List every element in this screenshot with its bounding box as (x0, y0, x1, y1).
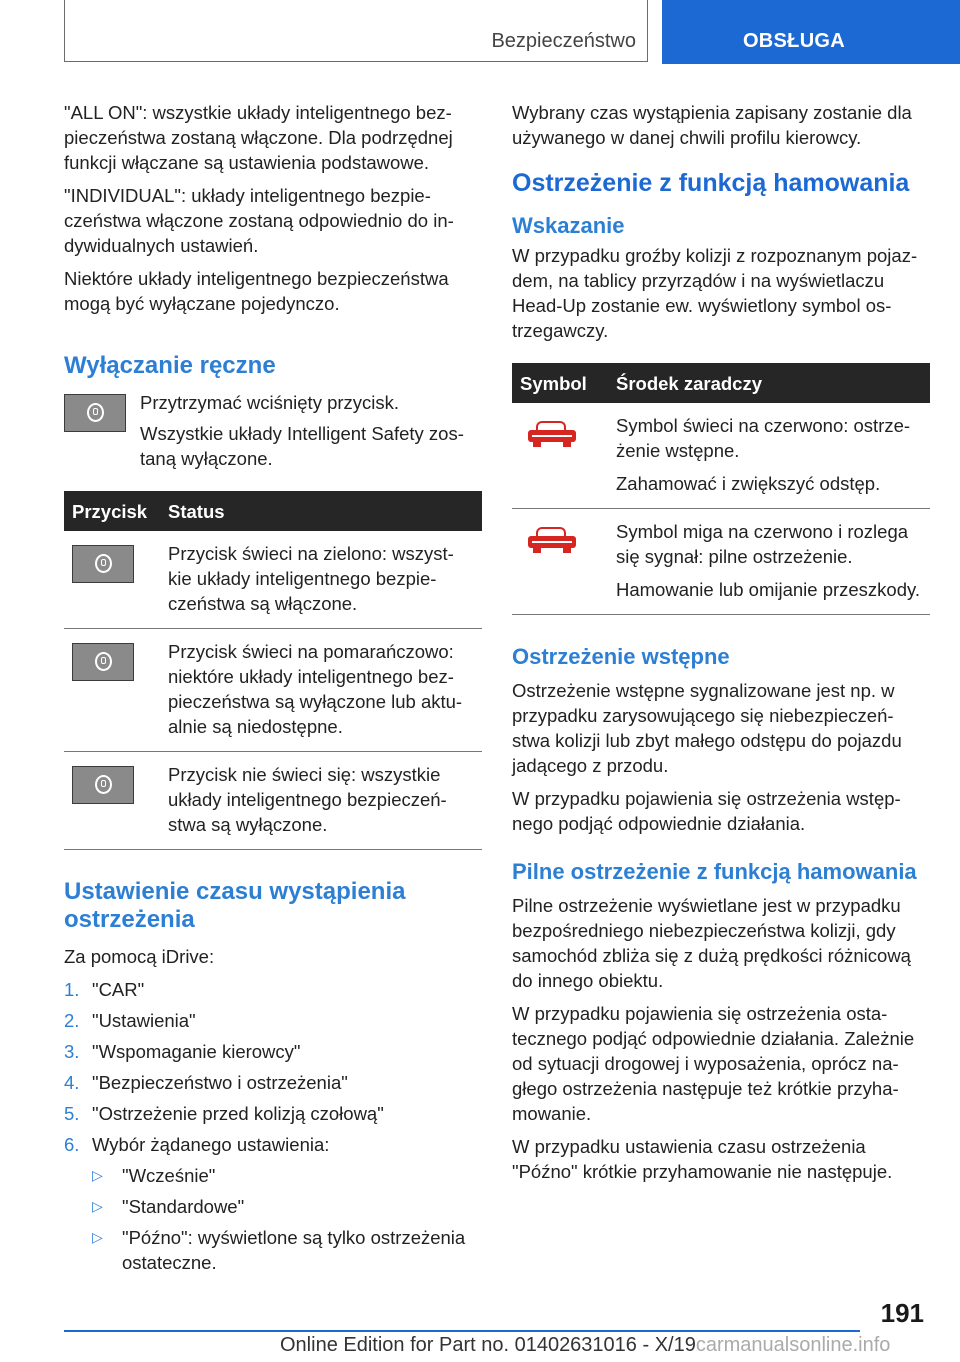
list-item (64, 1070, 482, 1095)
list-item (64, 1008, 482, 1033)
paragraph: W przypadku pojawienia się ostrzeżenia osta-tecznego podjąć odpowiednie działania. Zależnie od sytuacji drogowej i wyposażenia, oprócz na-głego ostrzeżenia następuje też krótkie przyha-mowanie. (512, 1003, 915, 1124)
paragraph: Ostrzeżenie wstępne sygnalizowane jest np. w przypadku zarysowującego się niebezpieczeń-stwa kolizji lub zbyt małego odstępu do pojazdu jadącego z przodu. (512, 680, 902, 776)
section-heading-urgent-warning: Pilne ostrzeżenie z funkcją hamowania (512, 859, 917, 884)
substep-text: "Późno": wyświetlone są tylko ostrzeżenia ostateczne. (122, 1227, 466, 1273)
footer-divider (64, 1330, 860, 1332)
list-item (64, 1039, 482, 1064)
triangle-bullet-icon: ▷ (92, 1229, 103, 1245)
paragraph: Wybrany czas wystąpienia zapisany zostanie dla używanego w danej chwili profilu kierowcy. (512, 102, 912, 148)
paragraph: Przytrzymać wciśnięty przycisk. (140, 392, 400, 413)
paragraph: W przypadku pojawienia się ostrzeżenia wstęp-nego podjąć odpowiednie działania. (512, 788, 901, 834)
page-header (0, 0, 960, 66)
paragraph: Wszystkie układy Intelligent Safety zos-taną wyłączone. (140, 423, 464, 469)
list-item (64, 1132, 482, 1275)
step-number: 5. (64, 1103, 80, 1124)
table-cell: Przycisk świeci na zielono: wszyst-kie układy inteligentnego bezpie-czeństwa są włączone. (160, 531, 482, 629)
table-cell: Przycisk nie świeci się: wszystkie układy inteligentnego bezpieczeń-stwa są wyłączone. (160, 752, 482, 850)
step-number: 6. (64, 1134, 80, 1155)
safety-button-icon (72, 643, 134, 681)
paragraph: Za pomocą iDrive: (64, 946, 215, 967)
header-tab[interactable]: OBSŁUGA (662, 0, 960, 64)
step-text: Wybór żądanego ustawienia: (92, 1134, 330, 1155)
button-status-table (64, 491, 482, 850)
triangle-bullet-icon: ▷ (92, 1167, 103, 1183)
step-text: "CAR" (92, 979, 145, 1000)
paragraph: W przypadku ustawienia czasu ostrzeżenia "Późno" krótkie przyhamowanie nie następuje. (512, 1136, 893, 1182)
section-heading-indicator: Wskazanie (512, 213, 625, 238)
step-text: "Ostrzeżenie przed kolizją czołową" (92, 1103, 384, 1124)
list-item (92, 1194, 482, 1219)
list-item (92, 1225, 482, 1275)
header-section-title: Bezpieczeństwo (491, 30, 636, 52)
table-row (512, 509, 930, 615)
section-heading-manual: Wyłączanie ręczne (64, 352, 276, 379)
safety-button-icon (72, 545, 134, 583)
table-cell: Hamowanie lub omijanie przeszkody. (616, 579, 921, 600)
paragraph: "ALL ON": wszystkie układy inteligentnego bez-pieczeństwa zostaną włączone. Dla podrzędnej funkcji włączane są ustawienia podstawowe. (64, 102, 453, 173)
section-heading-pre-warning: Ostrzeżenie wstępne (512, 644, 730, 669)
list-item (64, 1101, 482, 1126)
table-header: Symbol (512, 363, 608, 403)
triangle-bullet-icon: ▷ (92, 1198, 103, 1214)
step-text: "Ustawienia" (92, 1010, 196, 1031)
car-warning-icon (528, 527, 576, 553)
table-cell: Symbol miga na czerwono i rozlega się sygnał: pilne ostrzeżenie. (616, 521, 909, 567)
substep-text: "Wcześnie" (122, 1165, 216, 1186)
safety-button-icon (72, 766, 134, 804)
table-cell: Symbol świeci na czerwono: ostrze-żenie wstępne. (616, 415, 911, 461)
paragraph: Niektóre układy inteligentnego bezpieczeństwa mogą być wyłączane pojedynczo. (64, 268, 449, 314)
safety-button-icon (64, 394, 126, 432)
step-number: 2. (64, 1010, 80, 1031)
section-heading-timing: Ustawienie czasu wystąpienia ostrzeżenia (64, 878, 406, 933)
main-heading: Ostrzeżenie z funkcją hamowania (512, 169, 910, 197)
table-row (64, 531, 482, 629)
table-row (64, 629, 482, 752)
footer-site[interactable]: carmanualsonline.info (695, 1334, 891, 1356)
table-header: Status (160, 491, 482, 531)
steps-list (64, 977, 482, 1275)
footer (280, 1334, 890, 1357)
step-number: 3. (64, 1041, 80, 1062)
step-text: "Bezpieczeństwo i ostrzeżenia" (92, 1072, 348, 1093)
table-header: Środek zaradczy (608, 363, 930, 403)
substeps-list (92, 1163, 482, 1275)
manual-block (64, 390, 482, 471)
symbol-table (512, 363, 930, 615)
table-header: Przycisk (64, 491, 160, 531)
list-item (92, 1163, 482, 1188)
table-row (512, 403, 930, 509)
substep-text: "Standardowe" (122, 1196, 245, 1217)
car-warning-icon (528, 421, 576, 447)
table-cell: Zahamować i zwiększyć odstęp. (616, 473, 881, 494)
paragraph: "INDIVIDUAL": układy inteligentnego bezpie-czeństwa włączone zostaną odpowiednio do in-dywidualnych ustawień. (64, 185, 454, 256)
left-column (64, 100, 482, 1281)
step-number: 1. (64, 979, 80, 1000)
list-item (64, 977, 482, 1002)
paragraph: W przypadku groźby kolizji z rozpoznanym pojaz-dem, na tablicy przyrządów i na wyświetlaczu Head-Up zostanie ew. wyświetlony symbol os-trzegawczy. (512, 245, 918, 341)
page-number: 191 (880, 1298, 924, 1328)
table-row (64, 752, 482, 850)
table-cell: Przycisk świeci na pomarańczowo: niektóre układy inteligentnego bez-pieczeństwa są wyłączone lub aktu-alnie są niedostępne. (160, 629, 482, 752)
right-column (512, 100, 930, 1192)
footer-edition: Online Edition for Part no. 01402631016 - X/19 (280, 1334, 696, 1356)
step-number: 4. (64, 1072, 80, 1093)
step-text: "Wspomaganie kierowcy" (92, 1041, 301, 1062)
paragraph: Pilne ostrzeżenie wyświetlane jest w przypadku bezpośredniego niebezpieczeństwa kolizji, gdy samochód zbliża się z dużą prędkości różnicową do innego obiektu. (512, 895, 911, 991)
